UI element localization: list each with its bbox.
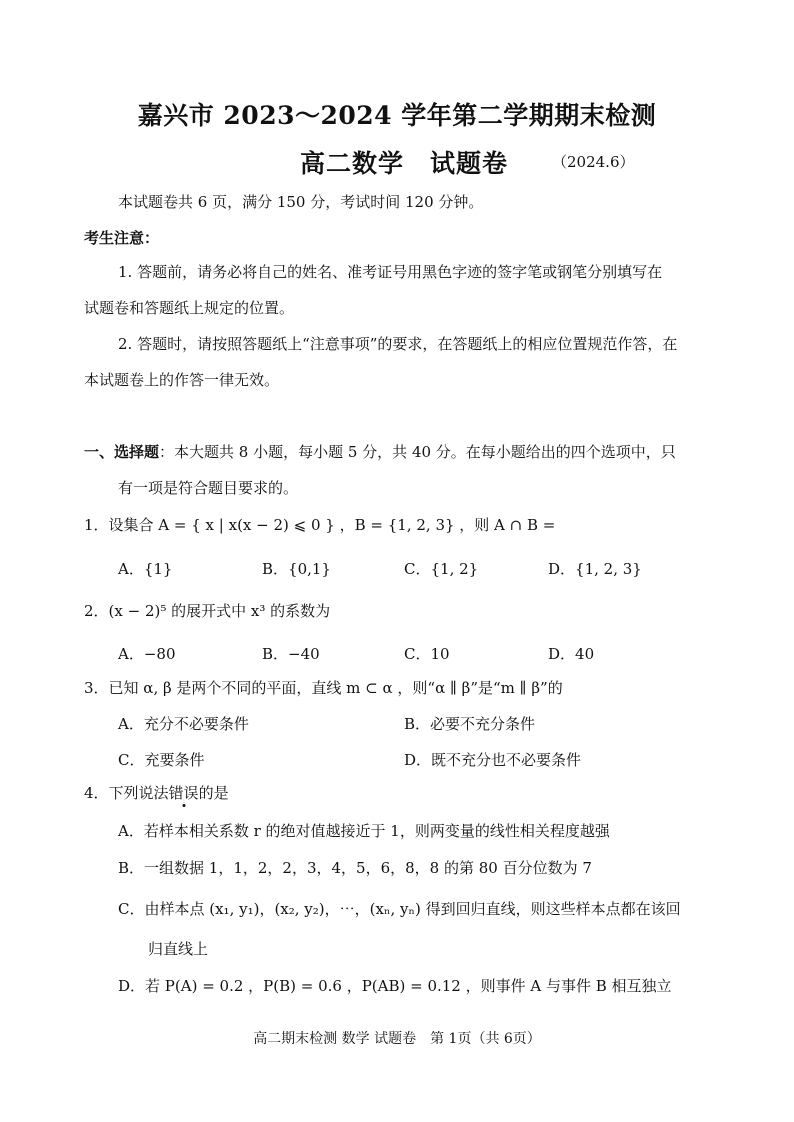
question-2-option-d: D．40 — [548, 645, 595, 663]
question-2-option-b: B．−40 — [262, 645, 320, 663]
question-2-option-c: C．10 — [404, 645, 450, 663]
exam-subtitle: 高二数学 试题卷 — [300, 149, 509, 178]
notice-item-2-line-2: 本试题卷上的作答一律无效。 — [84, 371, 280, 389]
question-3-option-c: C．充要条件 — [118, 751, 205, 769]
question-2-stem: 2．(x − 2)⁵ 的展开式中 x³ 的系数为 — [84, 602, 331, 620]
question-4-option-b: B．一组数据 1，1，2，2，3，4，5，6，8，8 的第 80 百分位数为 7 — [118, 859, 592, 877]
question-4-option-a: A．若样本相关系数 r 的绝对值越接近于 1，则两变量的线性相关程度越强 — [118, 822, 610, 840]
section-heading — [84, 442, 676, 462]
section-label: 一、选择题 — [84, 443, 160, 461]
question-2-option-a: A．−80 — [118, 645, 176, 663]
notice-item-2-line-1: 2. 答题时，请按照答题纸上“注意事项”的要求，在答题纸上的相应位置规范作答，在 — [118, 335, 678, 353]
question-3-stem: 3．已知 α, β 是两个不同的平面，直线 m ⊂ α ，则“α ∥ β”是“m ∥ β”的 — [84, 679, 563, 697]
question-3-option-d: D．既不充分也不必要条件 — [404, 751, 582, 769]
question-4-stem-post: 的是 — [198, 784, 229, 802]
question-1-option-b: B．{0,1} — [262, 560, 331, 578]
question-4-option-c: C．由样本点 (x₁, y₁)，(x₂, y₂)，⋯，(xₙ, yₙ) 得到回归直线，则这些样本点都在该回 — [118, 900, 681, 918]
section-text-line-1: ：本大题共 8 小题，每小题 5 分，共 40 分。在每小题给出的四个选项中，只 — [159, 443, 676, 461]
question-3-option-b: B．必要不充分条件 — [404, 715, 536, 733]
question-1-stem: 1．设集合 A = { x | x(x − 2) ⩽ 0 } ，B = {1, 2, 3} ，则 A ∩ B = — [84, 516, 556, 534]
exam-date: （2024.6） — [552, 153, 635, 171]
question-4-emphasis: 错误 — [168, 784, 199, 802]
intro-text: 本试题卷共 6 页，满分 150 分，考试时间 120 分钟。 — [118, 193, 484, 211]
notice-item-1-line-2: 试题卷和答题纸上规定的位置。 — [84, 299, 295, 317]
question-4-option-d: D．若 P(A) = 0.2 ，P(B) = 0.6 ，P(AB) = 0.12 ，则事件 A 与事件 B 相互独立 — [118, 977, 672, 995]
question-4-option-c-cont: 归直线上 — [148, 940, 209, 958]
page-footer: 高二期末检测 数学 试题卷 第 1页（共 6页） — [253, 1031, 541, 1047]
question-1-option-c: C．{1, 2} — [404, 560, 479, 578]
question-1-option-a: A．{1} — [118, 560, 173, 578]
question-4-stem-pre: 4．下列说法 — [84, 784, 169, 802]
notice-item-1-line-1: 1. 答题前，请务必将自己的姓名、准考证号用黑色字迹的签字笔或钢笔分别填写在 — [118, 263, 663, 281]
exam-title: 嘉兴市 2023～2024 学年第二学期期末检测 — [137, 101, 657, 130]
question-1-option-d: D．{1, 2, 3} — [548, 560, 642, 578]
notice-heading: 考生注意： — [84, 229, 160, 247]
section-text-line-2: 有一项是符合题目要求的。 — [118, 479, 299, 497]
question-3-option-a: A．充分不必要条件 — [118, 715, 249, 733]
question-4-stem — [84, 783, 229, 803]
